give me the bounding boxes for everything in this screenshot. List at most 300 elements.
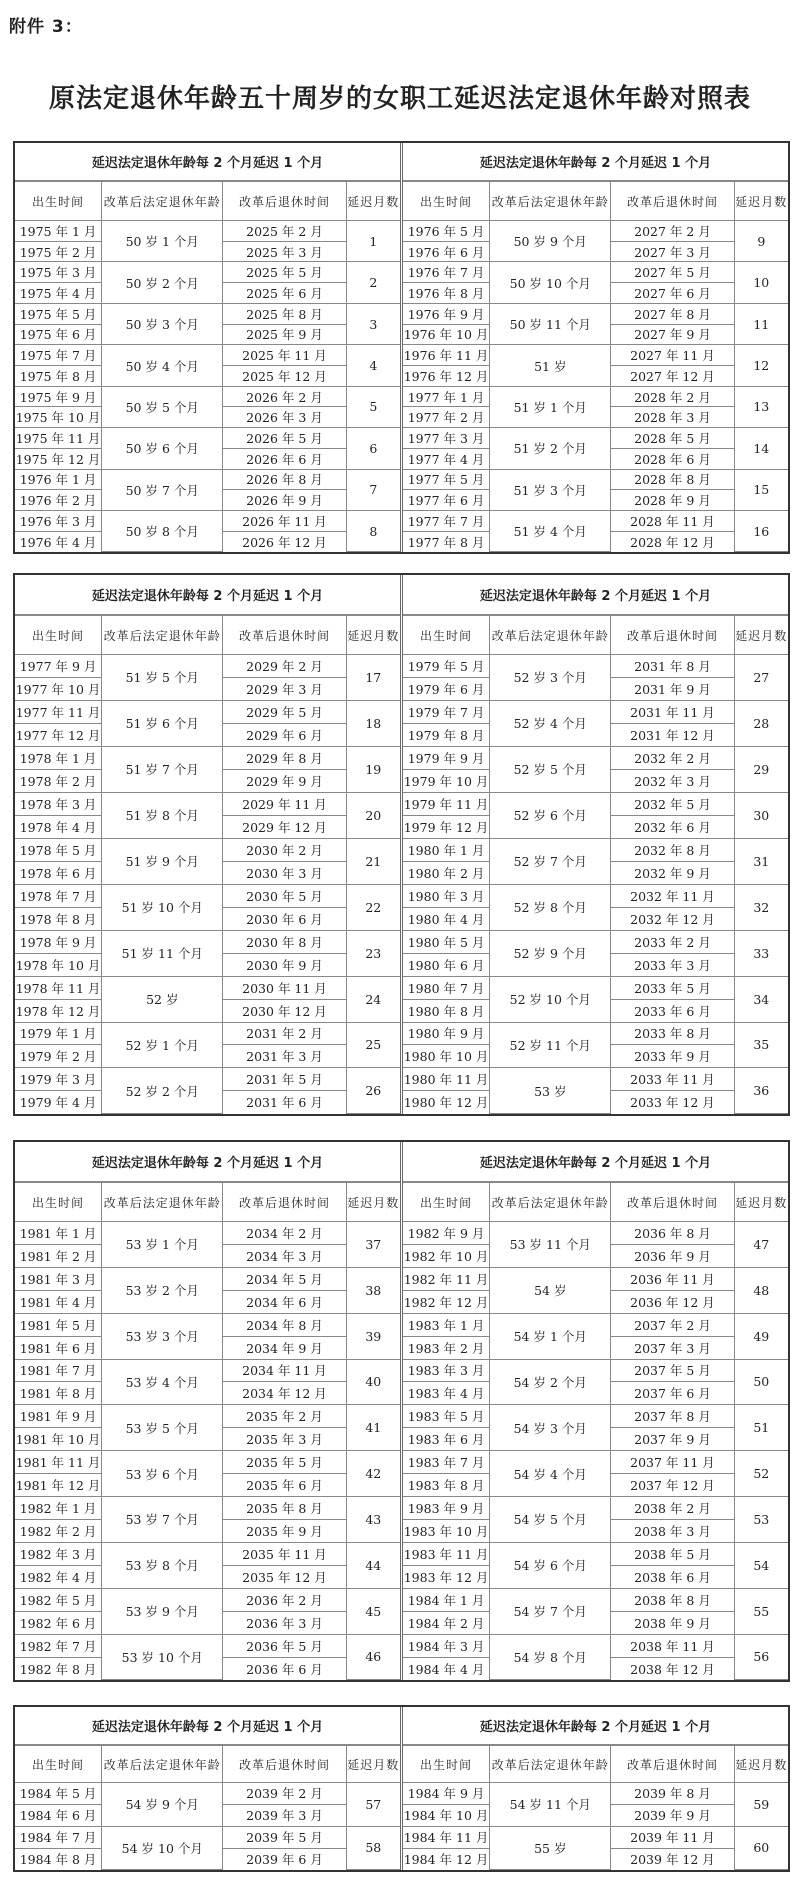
birth-date-cell: 1981 年 7 月 — [15, 1359, 102, 1382]
retirement-time-cell: 2037 年 12 月 — [611, 1474, 734, 1497]
section-title: 延迟法定退休年龄每 2 个月延迟 1 个月 — [15, 1707, 400, 1745]
retirement-time-cell: 2028 年 8 月 — [611, 469, 734, 490]
birth-date-cell: 1977 年 11 月 — [15, 700, 102, 723]
birth-date-cell: 1984 年 4 月 — [403, 1657, 490, 1679]
retirement-time-cell: 2027 年 2 月 — [611, 221, 734, 242]
retirement-time-cell: 2038 年 6 月 — [611, 1565, 734, 1588]
retirement-time-cell: 2031 年 6 月 — [223, 1091, 346, 1114]
retirement-time-cell: 2025 年 5 月 — [223, 262, 346, 283]
delay-months-cell: 20 — [346, 792, 400, 838]
table-row — [403, 469, 788, 490]
table-row — [403, 1313, 788, 1336]
retirement-time-cell: 2037 年 9 月 — [611, 1428, 734, 1451]
retirement-time-cell: 2038 年 8 月 — [611, 1588, 734, 1611]
retirement-time-cell: 2029 年 2 月 — [223, 655, 346, 678]
table-row — [403, 221, 788, 242]
retirement-time-cell: 2025 年 3 月 — [223, 241, 346, 262]
delay-months-cell: 16 — [734, 511, 788, 552]
birth-date-cell: 1978 年 1 月 — [15, 746, 102, 769]
column-header: 改革后退休时间 — [223, 1746, 346, 1783]
retirement-time-cell: 2036 年 9 月 — [611, 1244, 734, 1267]
birth-date-cell: 1978 年 3 月 — [15, 792, 102, 815]
retirement-time-cell: 2028 年 9 月 — [611, 490, 734, 511]
retirement-time-cell: 2039 年 9 月 — [611, 1804, 734, 1826]
birth-date-cell: 1977 年 3 月 — [403, 428, 490, 449]
retirement-time-cell: 2029 年 8 月 — [223, 746, 346, 769]
table-row — [403, 792, 788, 815]
delay-months-cell: 31 — [734, 838, 788, 884]
retirement-age-cell: 52 岁 11 个月 — [490, 1022, 611, 1068]
retirement-age-cell: 53 岁 9 个月 — [102, 1588, 223, 1634]
column-header: 出生时间 — [403, 1183, 490, 1222]
delay-months-cell: 4 — [346, 345, 400, 386]
table-row — [15, 1068, 400, 1091]
column-header: 出生时间 — [403, 1746, 490, 1783]
table-row — [15, 1826, 400, 1848]
retirement-age-cell: 50 岁 1 个月 — [102, 221, 223, 262]
retirement-age-cell: 52 岁 2 个月 — [102, 1068, 223, 1114]
table-half-left — [15, 143, 403, 552]
retirement-time-cell: 2031 年 3 月 — [223, 1045, 346, 1068]
table-row — [403, 1451, 788, 1474]
table-row — [15, 1783, 400, 1805]
retirement-time-cell: 2033 年 12 月 — [611, 1091, 734, 1114]
retirement-age-cell: 51 岁 10 个月 — [102, 884, 223, 930]
birth-date-cell: 1975 年 4 月 — [15, 283, 102, 304]
birth-date-cell: 1983 年 3 月 — [403, 1359, 490, 1382]
birth-date-cell: 1976 年 5 月 — [403, 221, 490, 242]
delay-months-cell: 24 — [346, 976, 400, 1022]
table-row — [403, 1068, 788, 1091]
delay-months-cell: 42 — [346, 1451, 400, 1497]
retirement-time-cell: 2030 年 2 月 — [223, 838, 346, 861]
retirement-age-cell: 51 岁 9 个月 — [102, 838, 223, 884]
birth-date-cell: 1980 年 10 月 — [403, 1045, 490, 1068]
birth-date-cell: 1982 年 1 月 — [15, 1497, 102, 1520]
retirement-age-cell: 53 岁 — [490, 1068, 611, 1114]
table-half-right — [403, 1142, 788, 1680]
table-row — [403, 838, 788, 861]
birth-date-cell: 1980 年 9 月 — [403, 1022, 490, 1045]
retirement-time-cell: 2035 年 3 月 — [223, 1428, 346, 1451]
retirement-time-cell: 2033 年 5 月 — [611, 976, 734, 999]
birth-date-cell: 1982 年 11 月 — [403, 1267, 490, 1290]
table-row — [403, 262, 788, 283]
retirement-age-cell: 53 岁 8 个月 — [102, 1542, 223, 1588]
table-row — [15, 1359, 400, 1382]
column-header: 改革后退休时间 — [611, 1746, 734, 1783]
birth-date-cell: 1983 年 2 月 — [403, 1336, 490, 1359]
table-row — [403, 386, 788, 407]
delay-months-cell: 46 — [346, 1634, 400, 1679]
column-header: 改革后退休时间 — [611, 616, 734, 655]
delay-months-cell: 10 — [734, 262, 788, 303]
delay-months-cell: 53 — [734, 1497, 788, 1543]
retirement-time-cell: 2032 年 3 月 — [611, 769, 734, 792]
birth-date-cell: 1977 年 10 月 — [15, 677, 102, 700]
retirement-time-cell: 2031 年 9 月 — [611, 677, 734, 700]
retirement-time-cell: 2039 年 8 月 — [611, 1783, 734, 1805]
birth-date-cell: 1978 年 4 月 — [15, 815, 102, 838]
retirement-age-cell: 54 岁 1 个月 — [490, 1313, 611, 1359]
table-row — [403, 1497, 788, 1520]
retirement-time-cell: 2028 年 5 月 — [611, 428, 734, 449]
retirement-time-cell: 2038 年 5 月 — [611, 1542, 734, 1565]
retirement-age-cell: 53 岁 2 个月 — [102, 1267, 223, 1313]
delay-months-cell: 23 — [346, 930, 400, 976]
delay-months-cell: 1 — [346, 221, 400, 262]
retirement-time-cell: 2029 年 12 月 — [223, 815, 346, 838]
delay-months-cell: 43 — [346, 1497, 400, 1543]
column-header: 延迟月数 — [734, 1183, 788, 1222]
birth-date-cell: 1976 年 8 月 — [403, 283, 490, 304]
document-title: 原法定退休年龄五十周岁的女职工延迟法定退休年龄对照表 — [48, 84, 751, 114]
retirement-time-cell: 2026 年 8 月 — [223, 469, 346, 490]
retirement-age-cell: 54 岁 4 个月 — [490, 1451, 611, 1497]
delay-months-cell: 57 — [346, 1783, 400, 1827]
table-row — [403, 1267, 788, 1290]
birth-date-cell: 1979 年 1 月 — [15, 1022, 102, 1045]
retirement-time-cell: 2039 年 2 月 — [223, 1783, 346, 1805]
delay-months-cell: 22 — [346, 884, 400, 930]
retirement-time-cell: 2026 年 2 月 — [223, 386, 346, 407]
table-row — [403, 976, 788, 999]
birth-date-cell: 1983 年 1 月 — [403, 1313, 490, 1336]
retirement-time-cell: 2035 年 2 月 — [223, 1405, 346, 1428]
table-row — [15, 303, 400, 324]
table-row — [15, 511, 400, 532]
delay-months-cell: 45 — [346, 1588, 400, 1634]
section-title: 延迟法定退休年龄每 2 个月延迟 1 个月 — [403, 575, 788, 615]
column-header: 延迟月数 — [734, 616, 788, 655]
retirement-time-cell: 2036 年 8 月 — [611, 1222, 734, 1245]
retirement-age-cell: 52 岁 3 个月 — [490, 655, 611, 701]
retirement-time-cell: 2033 年 9 月 — [611, 1045, 734, 1068]
retirement-time-cell: 2035 年 6 月 — [223, 1474, 346, 1497]
retirement-time-cell: 2034 年 5 月 — [223, 1267, 346, 1290]
birth-date-cell: 1981 年 3 月 — [15, 1267, 102, 1290]
birth-date-cell: 1983 年 5 月 — [403, 1405, 490, 1428]
retirement-time-cell: 2035 年 11 月 — [223, 1542, 346, 1565]
delay-months-cell: 30 — [734, 792, 788, 838]
delay-months-cell: 3 — [346, 303, 400, 344]
birth-date-cell: 1976 年 7 月 — [403, 262, 490, 283]
retirement-time-cell: 2032 年 8 月 — [611, 838, 734, 861]
column-header: 延迟月数 — [734, 1746, 788, 1783]
retirement-time-cell: 2036 年 2 月 — [223, 1588, 346, 1611]
birth-date-cell: 1978 年 6 月 — [15, 861, 102, 884]
table-row — [15, 386, 400, 407]
birth-date-cell: 1975 年 10 月 — [15, 407, 102, 428]
table-half-left — [15, 575, 403, 1114]
retirement-table — [15, 181, 400, 552]
retirement-time-cell: 2031 年 12 月 — [611, 723, 734, 746]
retirement-time-cell: 2036 年 11 月 — [611, 1267, 734, 1290]
retirement-time-cell: 2036 年 3 月 — [223, 1611, 346, 1634]
table-row — [15, 655, 400, 678]
retirement-table — [403, 615, 788, 1114]
column-header: 延迟月数 — [346, 616, 400, 655]
retirement-time-cell: 2036 年 6 月 — [223, 1657, 346, 1679]
column-header: 改革后退休时间 — [611, 182, 734, 221]
birth-date-cell: 1984 年 11 月 — [403, 1826, 490, 1848]
birth-date-cell: 1975 年 9 月 — [15, 386, 102, 407]
delay-months-cell: 33 — [734, 930, 788, 976]
retirement-table — [403, 1745, 788, 1870]
retirement-table — [403, 1182, 788, 1680]
retirement-time-cell: 2039 年 3 月 — [223, 1804, 346, 1826]
birth-date-cell: 1978 年 7 月 — [15, 884, 102, 907]
retirement-age-cell: 50 岁 3 个月 — [102, 303, 223, 344]
retirement-time-cell: 2032 年 12 月 — [611, 907, 734, 930]
birth-date-cell: 1976 年 3 月 — [15, 511, 102, 532]
birth-date-cell: 1983 年 6 月 — [403, 1428, 490, 1451]
table-row — [15, 1405, 400, 1428]
delay-months-cell: 15 — [734, 469, 788, 510]
retirement-age-cell: 52 岁 8 个月 — [490, 884, 611, 930]
delay-months-cell: 60 — [734, 1826, 788, 1869]
retirement-age-cell: 53 岁 1 个月 — [102, 1222, 223, 1268]
table-row — [403, 1359, 788, 1382]
section-title: 延迟法定退休年龄每 2 个月延迟 1 个月 — [15, 1142, 400, 1182]
birth-date-cell: 1979 年 9 月 — [403, 746, 490, 769]
table-row — [15, 1451, 400, 1474]
retirement-age-cell: 51 岁 8 个月 — [102, 792, 223, 838]
retirement-time-cell: 2029 年 9 月 — [223, 769, 346, 792]
retirement-time-cell: 2034 年 6 月 — [223, 1290, 346, 1313]
retirement-age-cell: 53 岁 7 个月 — [102, 1497, 223, 1543]
retirement-time-cell: 2033 年 3 月 — [611, 953, 734, 976]
retirement-time-cell: 2027 年 6 月 — [611, 283, 734, 304]
delay-months-cell: 14 — [734, 428, 788, 469]
retirement-age-cell: 50 岁 11 个月 — [490, 303, 611, 344]
birth-date-cell: 1984 年 2 月 — [403, 1611, 490, 1634]
birth-date-cell: 1979 年 5 月 — [403, 655, 490, 678]
table-half-left — [15, 1707, 403, 1870]
retirement-time-cell: 2026 年 9 月 — [223, 490, 346, 511]
birth-date-cell: 1978 年 5 月 — [15, 838, 102, 861]
retirement-time-cell: 2037 年 5 月 — [611, 1359, 734, 1382]
delay-months-cell: 12 — [734, 345, 788, 386]
column-header: 改革后法定退休年龄 — [102, 616, 223, 655]
birth-date-cell: 1977 年 4 月 — [403, 448, 490, 469]
birth-date-cell: 1977 年 12 月 — [15, 723, 102, 746]
birth-date-cell: 1981 年 6 月 — [15, 1336, 102, 1359]
column-header: 出生时间 — [15, 1183, 102, 1222]
birth-date-cell: 1982 年 6 月 — [15, 1611, 102, 1634]
retirement-time-cell: 2031 年 11 月 — [611, 700, 734, 723]
retirement-time-cell: 2026 年 5 月 — [223, 428, 346, 449]
table-row — [403, 1222, 788, 1245]
retirement-time-cell: 2031 年 8 月 — [611, 655, 734, 678]
birth-date-cell: 1984 年 6 月 — [15, 1804, 102, 1826]
birth-date-cell: 1984 年 3 月 — [403, 1634, 490, 1657]
retirement-age-cell: 51 岁 5 个月 — [102, 655, 223, 701]
birth-date-cell: 1980 年 3 月 — [403, 884, 490, 907]
birth-date-cell: 1981 年 1 月 — [15, 1222, 102, 1245]
table-row — [15, 1634, 400, 1657]
retirement-time-cell: 2025 年 9 月 — [223, 324, 346, 345]
birth-date-cell: 1976 年 2 月 — [15, 490, 102, 511]
delay-months-cell: 44 — [346, 1542, 400, 1588]
table-row — [403, 1634, 788, 1657]
retirement-age-cell: 51 岁 — [490, 345, 611, 386]
table-row — [15, 746, 400, 769]
birth-date-cell: 1976 年 1 月 — [15, 469, 102, 490]
retirement-time-cell: 2035 年 8 月 — [223, 1497, 346, 1520]
birth-date-cell: 1976 年 6 月 — [403, 241, 490, 262]
table-block — [13, 573, 790, 1116]
birth-date-cell: 1979 年 4 月 — [15, 1091, 102, 1114]
delay-months-cell: 52 — [734, 1451, 788, 1497]
birth-date-cell: 1976 年 12 月 — [403, 366, 490, 387]
birth-date-cell: 1975 年 7 月 — [15, 345, 102, 366]
retirement-age-cell: 50 岁 7 个月 — [102, 469, 223, 510]
table-row — [15, 221, 400, 242]
retirement-time-cell: 2032 年 5 月 — [611, 792, 734, 815]
birth-date-cell: 1983 年 10 月 — [403, 1519, 490, 1542]
birth-date-cell: 1979 年 7 月 — [403, 700, 490, 723]
birth-date-cell: 1981 年 8 月 — [15, 1382, 102, 1405]
retirement-time-cell: 2025 年 2 月 — [223, 221, 346, 242]
retirement-time-cell: 2034 年 9 月 — [223, 1336, 346, 1359]
birth-date-cell: 1981 年 2 月 — [15, 1244, 102, 1267]
retirement-age-cell: 51 岁 1 个月 — [490, 386, 611, 427]
table-row — [15, 1542, 400, 1565]
retirement-age-cell: 54 岁 3 个月 — [490, 1405, 611, 1451]
retirement-age-cell: 54 岁 7 个月 — [490, 1588, 611, 1634]
birth-date-cell: 1982 年 2 月 — [15, 1519, 102, 1542]
retirement-age-cell: 51 岁 11 个月 — [102, 930, 223, 976]
birth-date-cell: 1982 年 12 月 — [403, 1290, 490, 1313]
table-block — [13, 1140, 790, 1682]
delay-months-cell: 6 — [346, 428, 400, 469]
delay-months-cell: 59 — [734, 1783, 788, 1827]
table-row — [403, 1022, 788, 1045]
birth-date-cell: 1977 年 6 月 — [403, 490, 490, 511]
birth-date-cell: 1980 年 12 月 — [403, 1091, 490, 1114]
section-title: 延迟法定退休年龄每 2 个月延迟 1 个月 — [403, 1142, 788, 1182]
retirement-time-cell: 2028 年 12 月 — [611, 531, 734, 551]
column-header: 改革后退休时间 — [611, 1183, 734, 1222]
table-row — [403, 746, 788, 769]
table-row — [15, 884, 400, 907]
table-row — [403, 1405, 788, 1428]
table-row — [15, 262, 400, 283]
retirement-time-cell: 2027 年 11 月 — [611, 345, 734, 366]
delay-months-cell: 19 — [346, 746, 400, 792]
column-header: 改革后退休时间 — [223, 182, 346, 221]
retirement-age-cell: 52 岁 — [102, 976, 223, 1022]
retirement-time-cell: 2028 年 3 月 — [611, 407, 734, 428]
birth-date-cell: 1984 年 1 月 — [403, 1588, 490, 1611]
retirement-time-cell: 2027 年 9 月 — [611, 324, 734, 345]
table-row — [15, 792, 400, 815]
birth-date-cell: 1976 年 9 月 — [403, 303, 490, 324]
birth-date-cell: 1981 年 9 月 — [15, 1405, 102, 1428]
table-row — [403, 1588, 788, 1611]
delay-months-cell: 27 — [734, 655, 788, 701]
table-row — [15, 428, 400, 449]
birth-date-cell: 1979 年 6 月 — [403, 677, 490, 700]
retirement-time-cell: 2025 年 11 月 — [223, 345, 346, 366]
retirement-table — [15, 1745, 400, 1870]
delay-months-cell: 36 — [734, 1068, 788, 1114]
table-row — [403, 511, 788, 532]
delay-months-cell: 13 — [734, 386, 788, 427]
table-row — [403, 1826, 788, 1848]
birth-date-cell: 1977 年 5 月 — [403, 469, 490, 490]
birth-date-cell: 1978 年 8 月 — [15, 907, 102, 930]
table-row — [403, 303, 788, 324]
retirement-time-cell: 2039 年 12 月 — [611, 1848, 734, 1869]
birth-date-cell: 1978 年 12 月 — [15, 999, 102, 1022]
table-row — [15, 345, 400, 366]
delay-months-cell: 48 — [734, 1267, 788, 1313]
delay-months-cell: 41 — [346, 1405, 400, 1451]
delay-months-cell: 7 — [346, 469, 400, 510]
delay-months-cell: 21 — [346, 838, 400, 884]
column-header: 出生时间 — [15, 182, 102, 221]
table-row — [15, 1313, 400, 1336]
retirement-time-cell: 2037 年 2 月 — [611, 1313, 734, 1336]
birth-date-cell: 1983 年 7 月 — [403, 1451, 490, 1474]
birth-date-cell: 1980 年 1 月 — [403, 838, 490, 861]
retirement-age-cell: 50 岁 4 个月 — [102, 345, 223, 386]
retirement-time-cell: 2030 年 8 月 — [223, 930, 346, 953]
retirement-time-cell: 2033 年 6 月 — [611, 999, 734, 1022]
table-row — [403, 1542, 788, 1565]
table-row — [15, 469, 400, 490]
retirement-age-cell: 51 岁 3 个月 — [490, 469, 611, 510]
retirement-age-cell: 54 岁 — [490, 1267, 611, 1313]
birth-date-cell: 1975 年 11 月 — [15, 428, 102, 449]
birth-date-cell: 1978 年 10 月 — [15, 953, 102, 976]
retirement-age-cell: 52 岁 1 个月 — [102, 1022, 223, 1068]
birth-date-cell: 1978 年 2 月 — [15, 769, 102, 792]
retirement-age-cell: 51 岁 6 个月 — [102, 700, 223, 746]
birth-date-cell: 1978 年 11 月 — [15, 976, 102, 999]
birth-date-cell: 1977 年 1 月 — [403, 386, 490, 407]
retirement-time-cell: 2036 年 12 月 — [611, 1290, 734, 1313]
table-block — [13, 1705, 790, 1872]
retirement-time-cell: 2030 年 5 月 — [223, 884, 346, 907]
delay-months-cell: 54 — [734, 1542, 788, 1588]
delay-months-cell: 18 — [346, 700, 400, 746]
retirement-time-cell: 2027 年 12 月 — [611, 366, 734, 387]
retirement-age-cell: 50 岁 9 个月 — [490, 221, 611, 262]
delay-months-cell: 28 — [734, 700, 788, 746]
retirement-time-cell: 2034 年 3 月 — [223, 1244, 346, 1267]
column-header: 出生时间 — [403, 616, 490, 655]
delay-months-cell: 55 — [734, 1588, 788, 1634]
birth-date-cell: 1975 年 3 月 — [15, 262, 102, 283]
birth-date-cell: 1975 年 5 月 — [15, 303, 102, 324]
column-header: 出生时间 — [15, 616, 102, 655]
retirement-time-cell: 2025 年 8 月 — [223, 303, 346, 324]
table-row — [15, 976, 400, 999]
birth-date-cell: 1977 年 7 月 — [403, 511, 490, 532]
birth-date-cell: 1982 年 8 月 — [15, 1657, 102, 1679]
retirement-age-cell: 53 岁 10 个月 — [102, 1634, 223, 1679]
table-row — [403, 655, 788, 678]
retirement-time-cell: 2032 年 9 月 — [611, 861, 734, 884]
table-row — [15, 700, 400, 723]
retirement-age-cell: 53 岁 3 个月 — [102, 1313, 223, 1359]
retirement-age-cell: 52 岁 7 个月 — [490, 838, 611, 884]
retirement-age-cell: 54 岁 5 个月 — [490, 1497, 611, 1543]
retirement-time-cell: 2034 年 2 月 — [223, 1222, 346, 1245]
